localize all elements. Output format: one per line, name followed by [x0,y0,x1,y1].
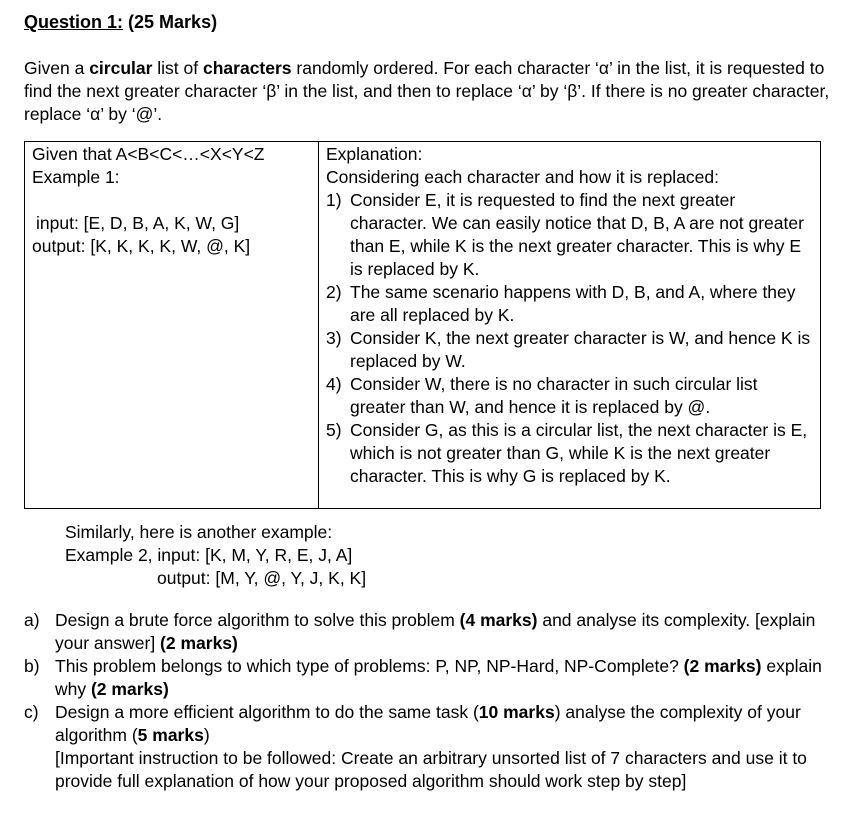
step-number: 5) [326,420,342,440]
part-c-instruction: [Important instruction to be followed: Create an arbitrary unsorted list of 7 characters and use it to provide full explanation of how your proposed algorithm should work step by step] [55,748,807,791]
given-order: Given that A<B<C<…<X<Y<Z [32,144,265,164]
step-text: Consider E, it is requested to find the next greater character. We can easily notice that D, B, A are not greater than E, while K is the next greater character. This is why E is replaced by K. [350,190,804,279]
part-b-text-2: explain why [55,656,822,699]
part-c-label: c) [24,702,39,722]
explanation-column [319,142,820,508]
example-2-intro: Similarly, here is another example: [65,522,333,542]
part-c-marks-2: 5 marks [137,725,204,745]
part-a-text [55,609,854,655]
example-table [24,141,821,509]
step-text: Consider W, there is no character in such circular list greater than W, and hence it is replaced by @. [350,374,758,417]
part-a-text-1: Design a brute force algorithm to solve this problem [55,610,460,630]
part-c-text-2: ) analyse the complexity of your algorithm ( [55,702,801,745]
step-number: 3) [326,328,342,348]
part-a [24,609,854,655]
step-number: 2) [326,282,342,302]
question-title [24,11,217,34]
part-c-text-1: Design a more efficient algorithm to do the same task ( [55,702,479,722]
example-1-output: output: [K, K, K, K, W, @, K] [32,236,251,256]
explanation-heading: Explanation: [326,144,423,164]
example-1-input: input: [E, D, B, A, K, W, G] [36,213,240,233]
intro-text-1: Given a [24,58,90,78]
example-2-block [65,521,366,590]
part-c-text [55,701,854,793]
intro-text-3: randomly ordered. For each character ‘α’ in the list, it is requested to find the next greater character ‘β’ in the list, and then to replace ‘α’ by ‘β’. If there is no greater character, replace ‘α’ by ‘@’. [24,58,830,124]
part-a-marks-1: (4 marks) [459,610,538,630]
step-text: Consider G, as this is a circular list, the next character is E, which is not greater than G, while K is the next greater character. This is why G is replaced by K. [350,420,808,486]
explanation-step [326,373,820,419]
step-number: 4) [326,374,342,394]
intro-bold-characters: characters [203,58,292,78]
step-text: The same scenario happens with D, B, and A, where they are all replaced by K. [350,282,796,325]
part-b [24,655,854,701]
part-b-label: b) [24,656,40,676]
example-column [25,142,319,508]
spacer [32,189,318,212]
intro-bold-circular: circular [89,58,153,78]
step-number: 1) [326,190,342,210]
explanation-step [326,327,820,373]
part-a-text-2: and analyse its complexity. [explain your answer] [55,610,816,653]
part-b-marks-2: (2 marks) [90,679,169,699]
explanation-subheading: Considering each character and how it is replaced: [326,167,719,187]
example-2-input: Example 2, input: [K, M, Y, R, E, J, A] [65,545,353,565]
question-marks: (25 Marks) [128,12,218,32]
part-b-text [55,655,854,701]
explanation-step [326,189,820,281]
explanation-step [326,281,820,327]
problem-statement [24,57,844,126]
part-c [24,701,854,793]
step-text: Consider K, the next greater character is W, and hence K is replaced by W. [350,328,811,371]
part-b-text-1: This problem belongs to which type of problems: P, NP, NP-Hard, NP-Complete? [55,656,684,676]
part-a-label: a) [24,610,40,630]
problem-paragraph [24,57,844,126]
question-number: Question 1: [24,12,124,32]
explanation-steps [326,189,820,488]
part-c-text-3: ) [203,725,210,745]
example-2-output: output: [M, Y, @, Y, J, K, K] [157,568,367,588]
part-a-marks-2: (2 marks) [160,633,238,653]
example-1-label: Example 1: [32,167,120,187]
part-c-marks-1: 10 marks [478,702,555,722]
sub-questions [24,609,854,793]
explanation-step [326,419,820,488]
part-b-marks-1: (2 marks) [683,656,762,676]
intro-text-2: list of [152,58,203,78]
